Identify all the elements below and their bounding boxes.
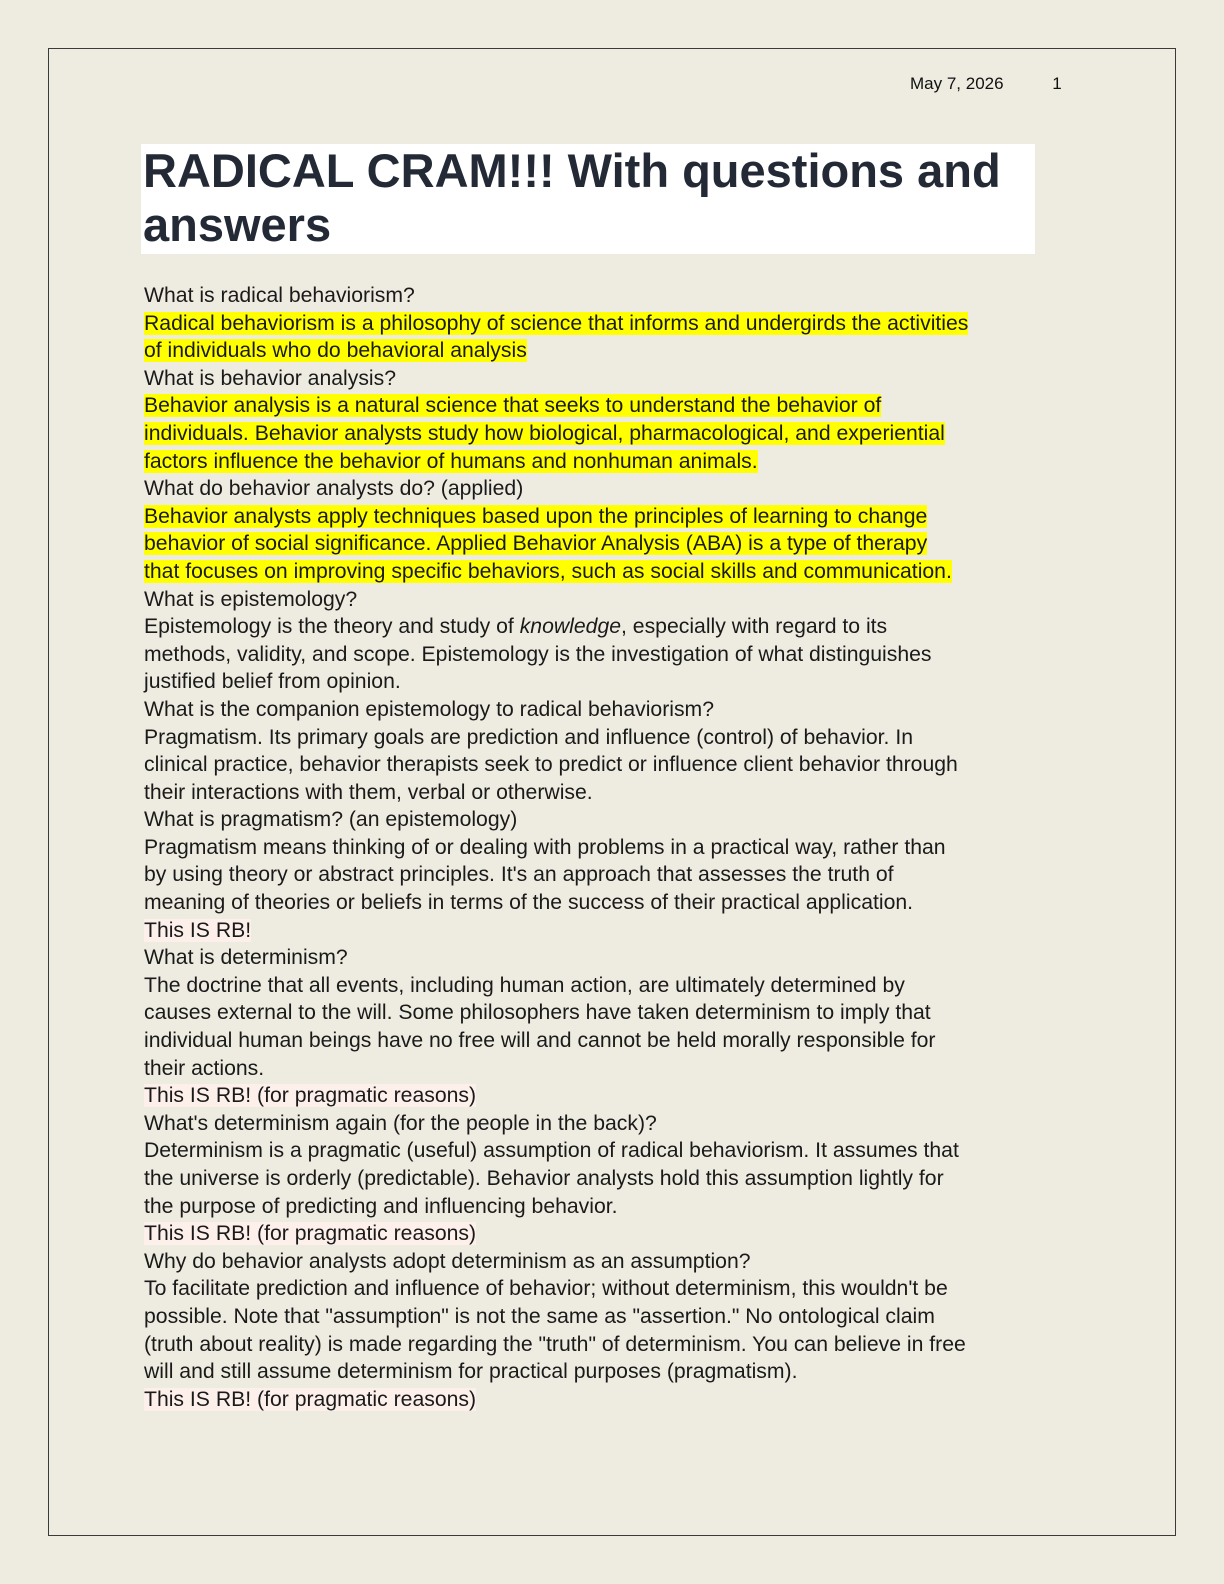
body-line	[144, 1165, 1084, 1193]
body-line-text: factors influence the behavior of humans and nonhuman animals.	[144, 449, 758, 473]
page-header	[910, 74, 1062, 94]
body-line-text: This IS RB!	[144, 918, 252, 942]
body-line-text: Behavior analysis is a natural science that seeks to understand the behavior of	[144, 394, 882, 418]
body-line-text: What is the companion epistemology to radical behaviorism?	[144, 697, 714, 721]
body-line-text: This IS RB! (for pragmatic reasons)	[144, 1387, 477, 1411]
body-line-text: To facilitate prediction and influence of behavior; without determinism, this wouldn't be	[144, 1277, 948, 1301]
body-line-text: of individuals who do behavioral analysis	[144, 339, 527, 363]
body-line-text: methods, validity, and scope. Epistemology is the investigation of what distinguishes	[144, 642, 932, 666]
body-line-text: Behavior analysts apply techniques based upon the principles of learning to change	[144, 504, 928, 528]
body-line-text: What is radical behaviorism?	[144, 284, 415, 307]
body-line	[144, 972, 1084, 1000]
body-line-text: that focuses on improving specific behaviors, such as social skills and communication.	[144, 559, 952, 583]
body-line-text: What is determinism?	[144, 946, 348, 970]
body-line-text: Pragmatism means thinking of or dealing with problems in a practical way, rather than	[144, 835, 946, 859]
body-line-text: their actions.	[144, 1056, 265, 1080]
body-line	[144, 503, 1084, 531]
page-number: 1	[1052, 74, 1062, 93]
body-line	[144, 751, 1084, 779]
body-line-text: meaning of theories or beliefs in terms of the success of their practical application.	[144, 891, 914, 915]
body-line-text: This IS RB! (for pragmatic reasons)	[144, 1222, 477, 1246]
body-line-text: by using theory or abstract principles. It's an approach that assesses the truth of	[144, 863, 894, 887]
body-line	[144, 1331, 1084, 1359]
body-line	[144, 917, 1084, 945]
body-line-text: causes external to the will. Some philosophers have taken determinism to imply that	[144, 1001, 931, 1025]
body-line	[144, 641, 1084, 669]
body-line-text: Why do behavior analysts adopt determinism as an assumption?	[144, 1249, 751, 1273]
body-line	[144, 586, 1084, 614]
body-line-text: What do behavior analysts do? (applied)	[144, 477, 524, 501]
body-line-text: What is behavior analysis?	[144, 366, 397, 390]
body-line	[144, 834, 1084, 862]
body-line	[144, 889, 1084, 917]
body-line	[144, 475, 1084, 503]
body-line-text: the universe is orderly (predictable). Behavior analysts hold this assumption lightly for	[144, 1167, 944, 1190]
body-line-text: will and still assume determinism for practical purposes (pragmatism).	[144, 1360, 798, 1384]
body-line	[144, 420, 1084, 448]
body-line	[144, 365, 1084, 393]
body-line	[144, 1193, 1084, 1221]
body-line	[144, 1248, 1084, 1276]
body-line	[144, 1110, 1084, 1138]
body-line-text: Radical behaviorism is a philosophy of science that informs and undergirds the activities	[144, 311, 969, 335]
body-line-text: individual human beings have no free will and cannot be held morally responsible for	[144, 1029, 936, 1053]
body-line	[144, 696, 1084, 724]
body-text-segment: , especially with regard to its	[621, 615, 888, 639]
body-line-text: What's determinism again (for the people in the back)?	[144, 1111, 657, 1135]
body-line	[144, 944, 1084, 972]
body-line	[144, 1220, 1084, 1248]
body-line	[144, 1358, 1084, 1386]
body-line	[144, 613, 1084, 641]
body-line	[144, 1303, 1084, 1331]
body-line-text: possible. Note that "assumption" is not the same as "assertion." No ontological claim	[144, 1304, 935, 1328]
title-box	[141, 144, 1035, 254]
body-line	[144, 310, 1084, 338]
body-line	[144, 392, 1084, 420]
body-line-text: the purpose of predicting and influencing behavior.	[144, 1194, 618, 1218]
body-line-text: Pragmatism. Its primary goals are prediction and influence (control) of behavior. In	[144, 725, 913, 749]
title-line: RADICAL CRAM!!! With questions and	[143, 144, 1001, 197]
body-text-segment: Epistemology is the theory and study of	[144, 615, 520, 639]
body-line	[144, 282, 1084, 310]
body-line	[144, 861, 1084, 889]
body-line	[144, 806, 1084, 834]
body-line	[144, 1386, 1084, 1414]
body-line-text: (truth about reality) is made regarding the "truth" of determinism. You can believe in free	[144, 1332, 966, 1356]
body-line	[144, 1275, 1084, 1303]
body-line	[144, 1137, 1084, 1165]
body-line	[144, 337, 1084, 365]
body-line-text	[144, 615, 887, 638]
body-line	[144, 999, 1084, 1027]
body-line	[144, 1082, 1084, 1110]
body-line-text: Determinism is a pragmatic (useful) assumption of radical behaviorism. It assumes that	[144, 1139, 959, 1163]
body-line-text: justified belief from opinion.	[144, 670, 401, 694]
title-line: answers	[143, 198, 332, 251]
body-line	[144, 1027, 1084, 1055]
body-line	[144, 558, 1084, 586]
body-line	[144, 668, 1084, 696]
body-line-text: What is epistemology?	[144, 587, 358, 611]
body-line	[144, 724, 1084, 752]
italic-term: knowledge	[519, 615, 622, 639]
body-line-text: clinical practice, behavior therapists seek to predict or influence client behavior through	[144, 753, 958, 777]
body-line-text: individuals. Behavior analysts study how biological, pharmacological, and experiential	[144, 421, 945, 445]
body-line	[144, 1055, 1084, 1083]
document-title	[143, 144, 1033, 252]
body-line-text: The doctrine that all events, including human action, are ultimately determined by	[144, 973, 905, 997]
body-line-text: What is pragmatism? (an epistemology)	[144, 808, 518, 832]
document-body	[144, 282, 1084, 1413]
body-line-text: This IS RB! (for pragmatic reasons)	[144, 1084, 477, 1108]
body-line	[144, 779, 1084, 807]
body-line	[144, 530, 1084, 558]
body-line-text: their interactions with them, verbal or otherwise.	[144, 780, 593, 804]
body-line-text: behavior of social significance. Applied Behavior Analysis (ABA) is a type of therapy	[144, 532, 928, 556]
header-date: May 7, 2026	[910, 74, 1004, 93]
body-line	[144, 448, 1084, 476]
